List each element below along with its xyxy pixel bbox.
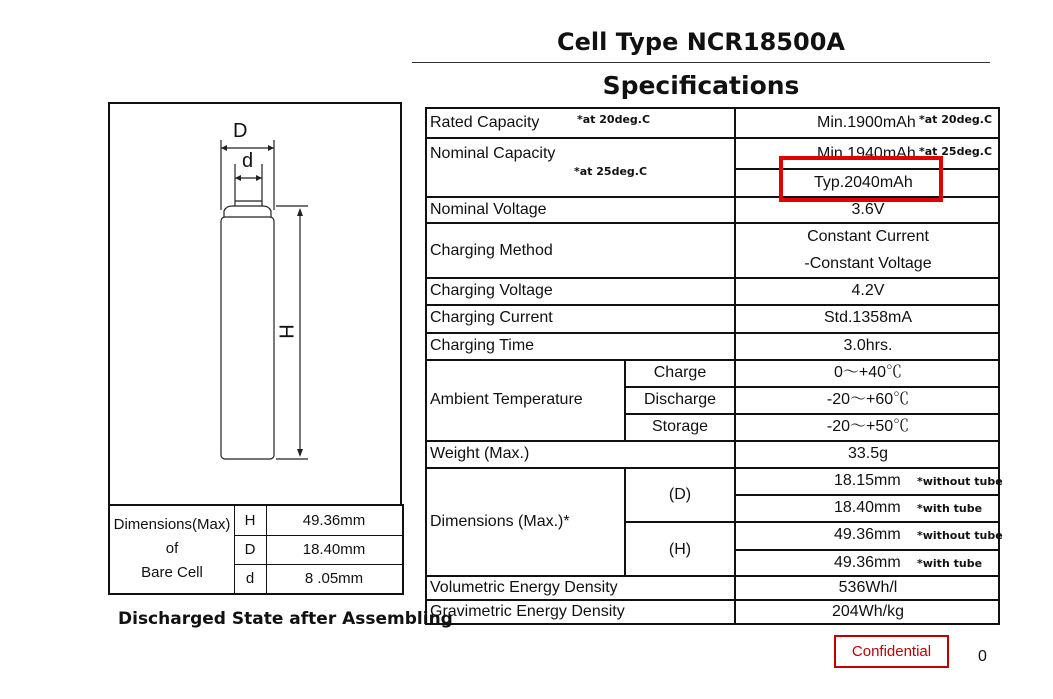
label-D: D [233, 120, 248, 142]
gravimetric-value: 204Wh/kg [831, 603, 905, 620]
nominal-capacity-min-note: *at 25deg.C [919, 145, 993, 158]
title-divider [412, 62, 990, 63]
nominal-capacity-label: Nominal Capacity [430, 145, 556, 162]
charging-time-label: Charging Time [430, 337, 535, 354]
ambient-mode-discharge: Discharge [643, 391, 717, 408]
dimensions-d-label: (D) [668, 486, 692, 503]
dimensions-value: 49.36mm [834, 554, 901, 571]
nominal-voltage-value: 3.6V [851, 201, 885, 218]
ambient-value-storage: -20～+50℃ [826, 418, 910, 435]
charging-method-value-2: -Constant Voltage [804, 255, 932, 272]
dimensions-h-label: (H) [668, 541, 692, 558]
dimensions-value: 49.36mm [834, 526, 901, 543]
drawing-caption: Discharged State after Assembling [118, 609, 453, 629]
dim-value: 49.36mm [302, 512, 366, 529]
cell-drawing [108, 102, 402, 506]
label-d: d [242, 150, 254, 172]
nominal-capacity-note: *at 25deg.C [574, 165, 648, 178]
charging-method-label: Charging Method [430, 242, 553, 259]
charging-voltage-value: 4.2V [851, 282, 885, 299]
rated-capacity-label: Rated Capacity [430, 114, 540, 131]
page-number: 0 [978, 648, 987, 665]
ambient-mode-storage: Storage [651, 418, 709, 435]
cell-body [221, 217, 274, 459]
charging-voltage-label: Charging Voltage [430, 282, 553, 299]
dimensions-note: *with tube [917, 557, 983, 570]
cell-cap [224, 206, 271, 217]
label-H: H [274, 324, 297, 339]
dim-value: 8 .05mm [304, 570, 364, 587]
dimensions-value: 18.15mm [834, 472, 901, 489]
dim-row-label-2: of [165, 540, 179, 557]
gravimetric-label: Gravimetric Energy Density [430, 603, 625, 620]
ambient-temperature-label: Ambient Temperature [430, 391, 583, 408]
ambient-value-discharge: -20～+60℃ [826, 391, 910, 408]
dim-row-label-3: Bare Cell [141, 564, 203, 581]
dim-symbol: D [244, 541, 256, 558]
nominal-capacity-min: Min.1940mAh [817, 145, 916, 162]
dim-row-label-1: Dimensions(Max) [113, 516, 231, 533]
charging-current-value: Std.1358mA [823, 309, 913, 326]
dimensions-label: Dimensions (Max.)* [430, 513, 570, 530]
page-title: Cell Type NCR18500A [557, 28, 845, 56]
dim-value: 18.40mm [302, 541, 366, 558]
page-subtitle: Specifications [602, 71, 800, 100]
charging-current-label: Charging Current [430, 309, 553, 326]
rated-capacity-value: Min.1900mAh [817, 114, 916, 131]
confidential-label: Confidential [834, 635, 949, 668]
weight-label: Weight (Max.) [430, 445, 530, 462]
volumetric-label: Volumetric Energy Density [430, 579, 618, 596]
volumetric-value: 536Wh/l [838, 579, 898, 596]
bare-cell-dimensions-table [108, 504, 404, 595]
charging-time-value: 3.0hrs. [843, 337, 893, 354]
dimensions-note: *without tube [917, 475, 1003, 488]
rated-capacity-value-note: *at 20deg.C [919, 113, 993, 126]
dimensions-note: *with tube [917, 502, 983, 515]
nominal-capacity-typ: Typ.2040mAh [814, 174, 913, 191]
charging-method-value-1: Constant Current [807, 228, 929, 245]
dimensions-value: 18.40mm [834, 499, 901, 516]
nominal-voltage-label: Nominal Voltage [430, 201, 547, 218]
dim-symbol: d [245, 570, 255, 587]
dimensions-note: *without tube [917, 529, 1003, 542]
dim-symbol: H [244, 512, 256, 529]
rated-capacity-note: *at 20deg.C [577, 113, 651, 126]
ambient-value-charge: 0～+40℃ [833, 364, 903, 381]
typ-capacity-highlight-box [779, 156, 943, 202]
weight-value: 33.5g [847, 445, 889, 462]
ambient-mode-charge: Charge [653, 364, 707, 381]
